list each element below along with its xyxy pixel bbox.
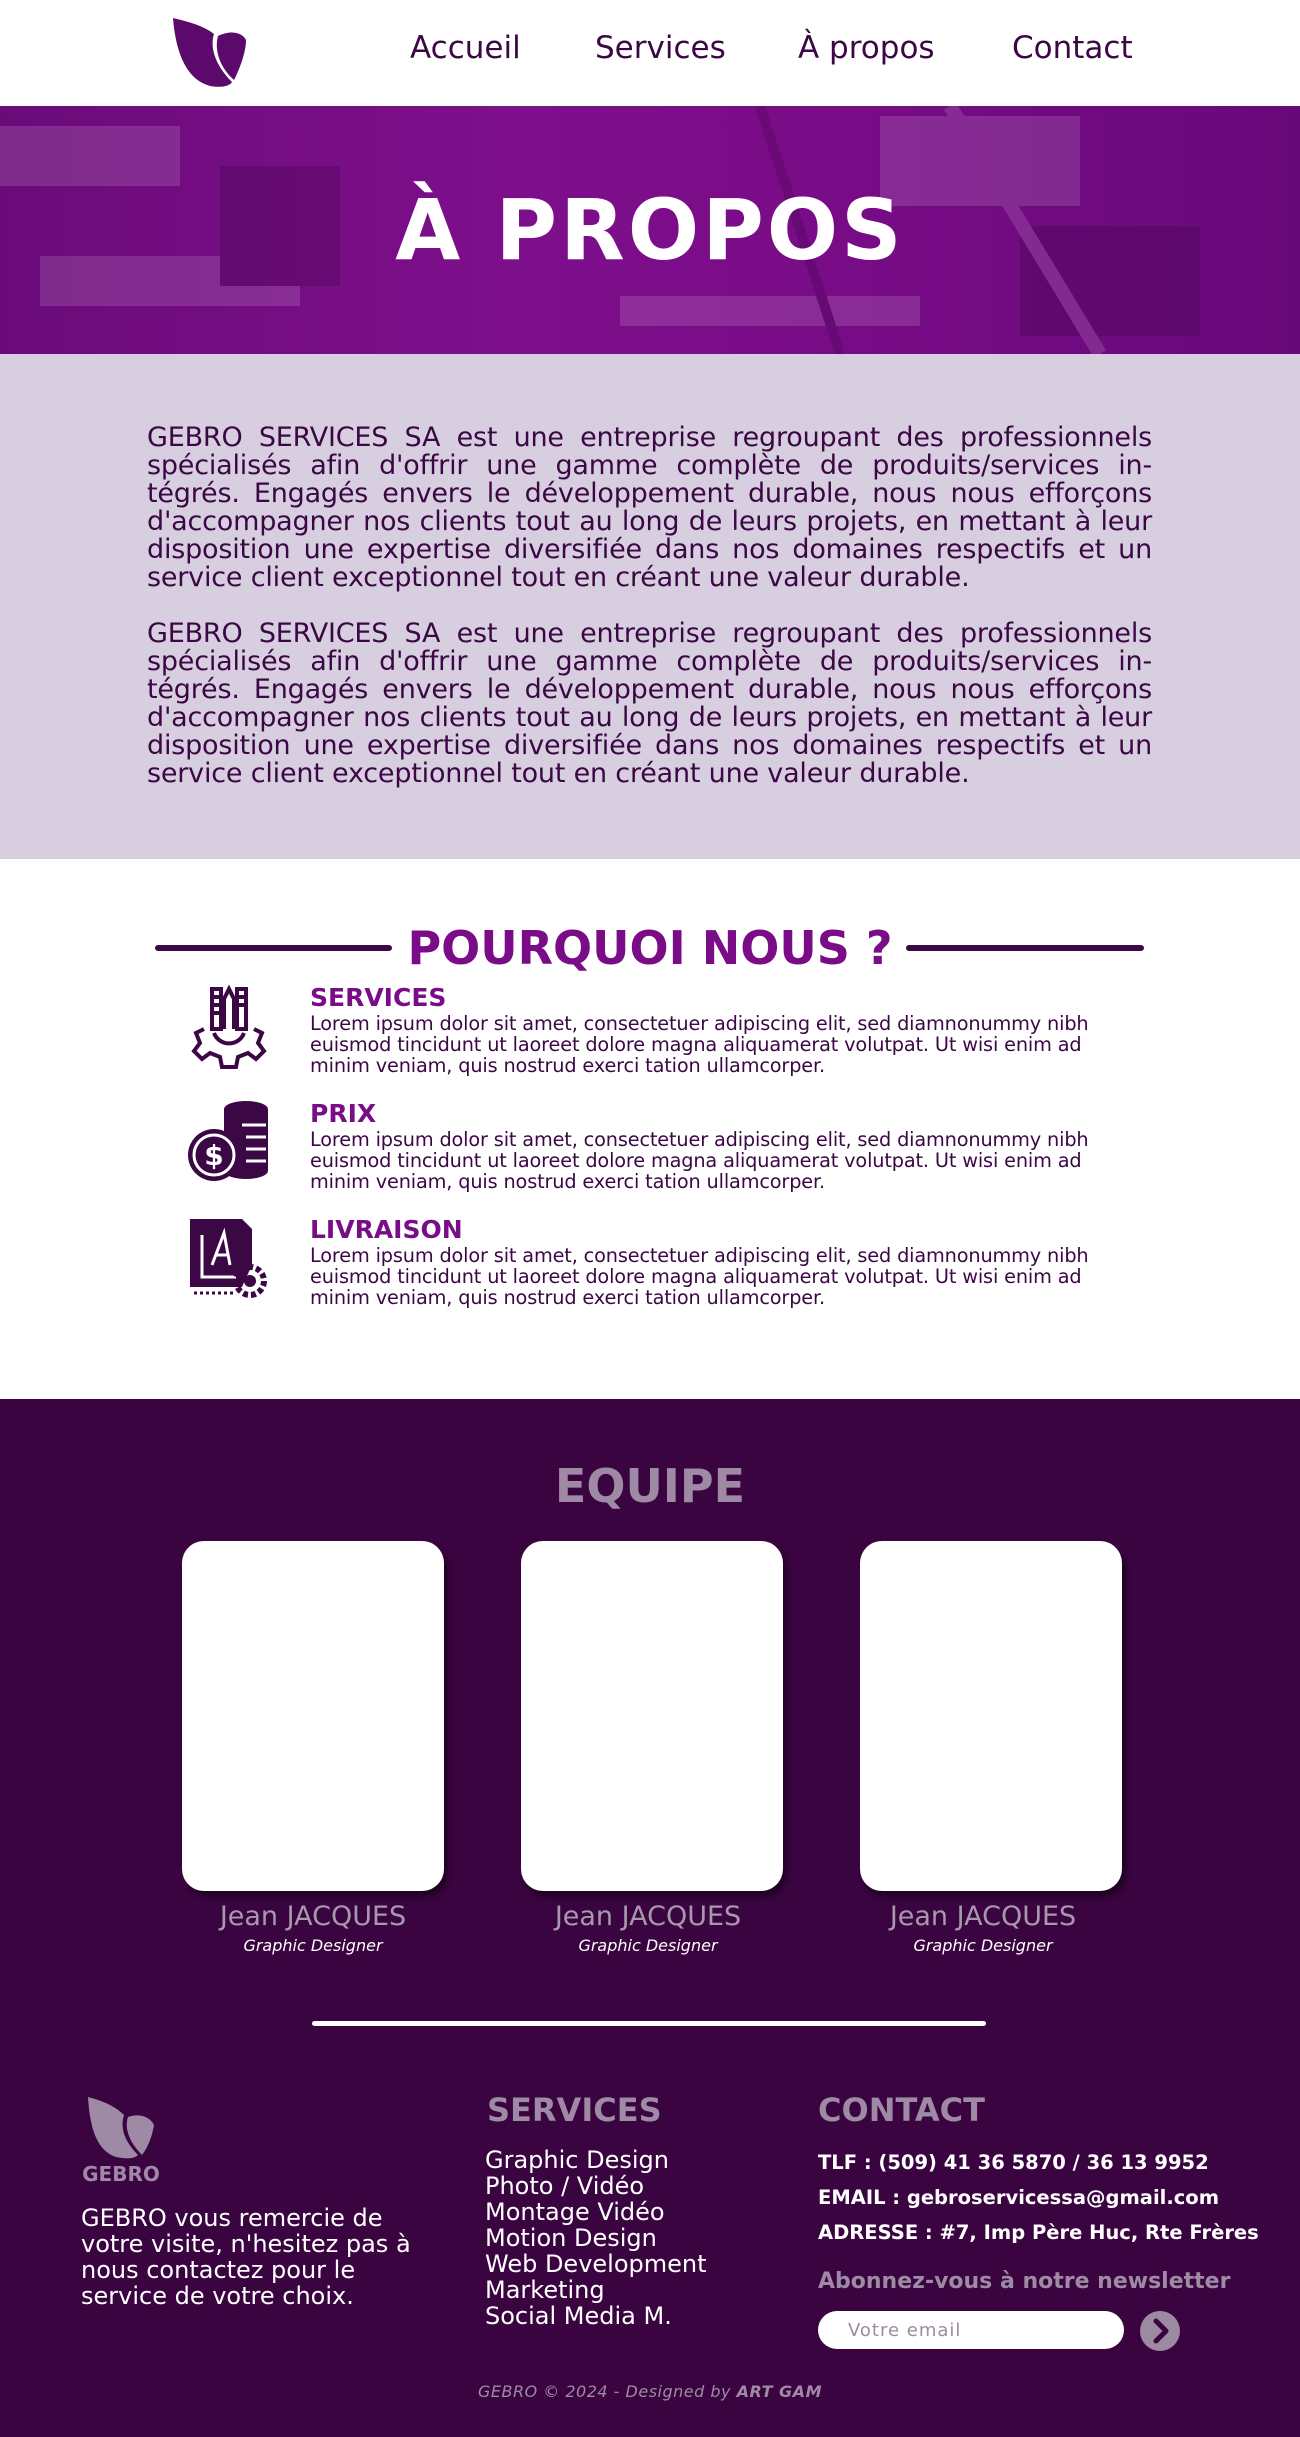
footer-services-title: SERVICES: [487, 2091, 662, 2129]
why-us-title: POURQUOI NOUS ?: [407, 921, 893, 975]
feature-text: Lorem ipsum dolor sit amet, consectetuer adipiscing elit, sed diamnonummy nibh euismod tincidunt ut laoreet dolore magna aliquamerat volutpat. Ut wisi enim ad minim veniam, quis nostrud exerci tation ullamcorper.: [310, 1128, 1089, 1193]
copyright: [0, 2382, 1300, 2401]
footer-services-list: [485, 2147, 707, 2329]
feature-text: Lorem ipsum dolor sit amet, consectetuer adipiscing elit, sed diamnonummy nibh euismod tincidunt ut laoreet dolore magna aliquamerat volutpat. Ut wisi enim ad minim veniam, quis nostrud exerci tation ullamcorper.: [310, 1012, 1089, 1077]
contact-address: ADRESSE : #7, Imp Père Huc, Rte Frères: [818, 2221, 1259, 2244]
feature-item-livraison: [0, 1215, 1300, 1325]
copyright-author[interactable]: ART GAM: [736, 2382, 822, 2401]
svg-text:$: $: [204, 1139, 224, 1172]
hero-banner: [0, 106, 1300, 354]
team-member-photo: [860, 1541, 1122, 1891]
nav-link-contact[interactable]: Contact: [1012, 30, 1133, 66]
nav-link-a-propos[interactable]: À propos: [798, 30, 935, 66]
feature-item-prix: [0, 1099, 1300, 1209]
footer-service-link[interactable]: Motion Design: [485, 2224, 657, 2252]
contact-phone: TLF : (509) 41 36 5870 / 36 13 9952: [818, 2151, 1209, 2174]
coins-dollar-icon: [186, 1099, 272, 1185]
nav-link-accueil[interactable]: Accueil: [410, 30, 521, 66]
feature-title: PRIX: [310, 1099, 377, 1128]
team-title: EQUIPE: [554, 1459, 746, 1513]
newsletter-email-input[interactable]: [818, 2311, 1124, 2349]
footer-service-link[interactable]: Social Media M.: [485, 2302, 672, 2330]
team-member-role: Graphic Designer: [578, 1936, 718, 1955]
gebro-logo[interactable]: [78, 2095, 164, 2185]
team-member-name: Jean JACQUES: [554, 1901, 742, 1932]
logo-text: GEBRO: [82, 2162, 160, 2185]
about-section: [0, 354, 1300, 859]
team-and-footer: [0, 1399, 1300, 2437]
footer-service-link[interactable]: Montage Vidéo: [485, 2198, 665, 2226]
about-paragraph: GEBRO SERVICES SA est une entreprise regroupant des professionnels spécialisés afin d'offrir une gamme complète de produits/services in-tégrés. Engagés envers le développement durable, nous nous efforçons d'accompagner nos clients tout au long de leurs projets, en mettant à leur disposition une expertise diversifiée dans nos domaines respectifs et un service client exceptionnel tout en créant une valeur durable.: [147, 618, 1152, 789]
contact-email: EMAIL : gebroservicessa@gmail.com: [818, 2186, 1220, 2209]
about-paragraph: GEBRO SERVICES SA est une entreprise regroupant des professionnels spécialisés afin d'offrir une gamme complète de produits/services in-tégrés. Engagés envers le développement durable, nous nous efforçons d'accompagner nos clients tout au long de leurs projets, en mettant à leur disposition une expertise diversifiée dans nos domaines respectifs et un service client exceptionnel tout en créant une valeur durable.: [147, 422, 1152, 593]
why-us-section: [0, 859, 1300, 1399]
team-member-role: Graphic Designer: [913, 1936, 1053, 1955]
feature-title: LIVRAISON: [310, 1215, 463, 1244]
footer-thanks-text: GEBRO vous remercie de votre visite, n'hesitez pas à nous contactez pour le service de votre choix.: [81, 2204, 411, 2310]
page-title: À PROPOS: [395, 181, 905, 279]
team-member-name: Jean JACQUES: [219, 1901, 407, 1932]
newsletter-submit-button[interactable]: [1140, 2311, 1180, 2351]
feature-item-services: [0, 983, 1300, 1093]
team-member-role: Graphic Designer: [243, 1936, 383, 1955]
team-member-photo: [521, 1541, 783, 1891]
footer-divider: [312, 2021, 986, 2026]
team-member-photo: [182, 1541, 444, 1891]
feature-title: SERVICES: [310, 983, 447, 1012]
feature-text: Lorem ipsum dolor sit amet, consectetuer adipiscing elit, sed diamnonummy nibh euismod tincidunt ut laoreet dolore magna aliquamerat volutpat. Ut wisi enim ad minim veniam, quis nostrud exerci tation ullamcorper.: [310, 1244, 1089, 1309]
footer-service-link[interactable]: Photo / Vidéo: [485, 2172, 645, 2200]
footer-contact-title: CONTACT: [818, 2091, 985, 2129]
newsletter-label: Abonnez-vous à notre newsletter: [818, 2269, 1231, 2294]
tools-gear-icon: [186, 983, 272, 1069]
copyright-text: GEBRO © 2024 - Designed by: [478, 2382, 737, 2401]
nav-links: [0, 30, 1300, 76]
footer-service-link[interactable]: Web Development: [485, 2250, 707, 2278]
footer-service-link[interactable]: Graphic Design: [485, 2146, 669, 2174]
team-member-name: Jean JACQUES: [889, 1901, 1077, 1932]
title-divider-right: [906, 945, 1144, 951]
footer-service-link[interactable]: Marketing: [485, 2276, 605, 2304]
nav-link-services[interactable]: Services: [595, 30, 726, 66]
chevron-right-icon: [1140, 2311, 1180, 2351]
top-navbar: [0, 0, 1300, 106]
blueprint-tools-icon: [186, 1215, 272, 1301]
